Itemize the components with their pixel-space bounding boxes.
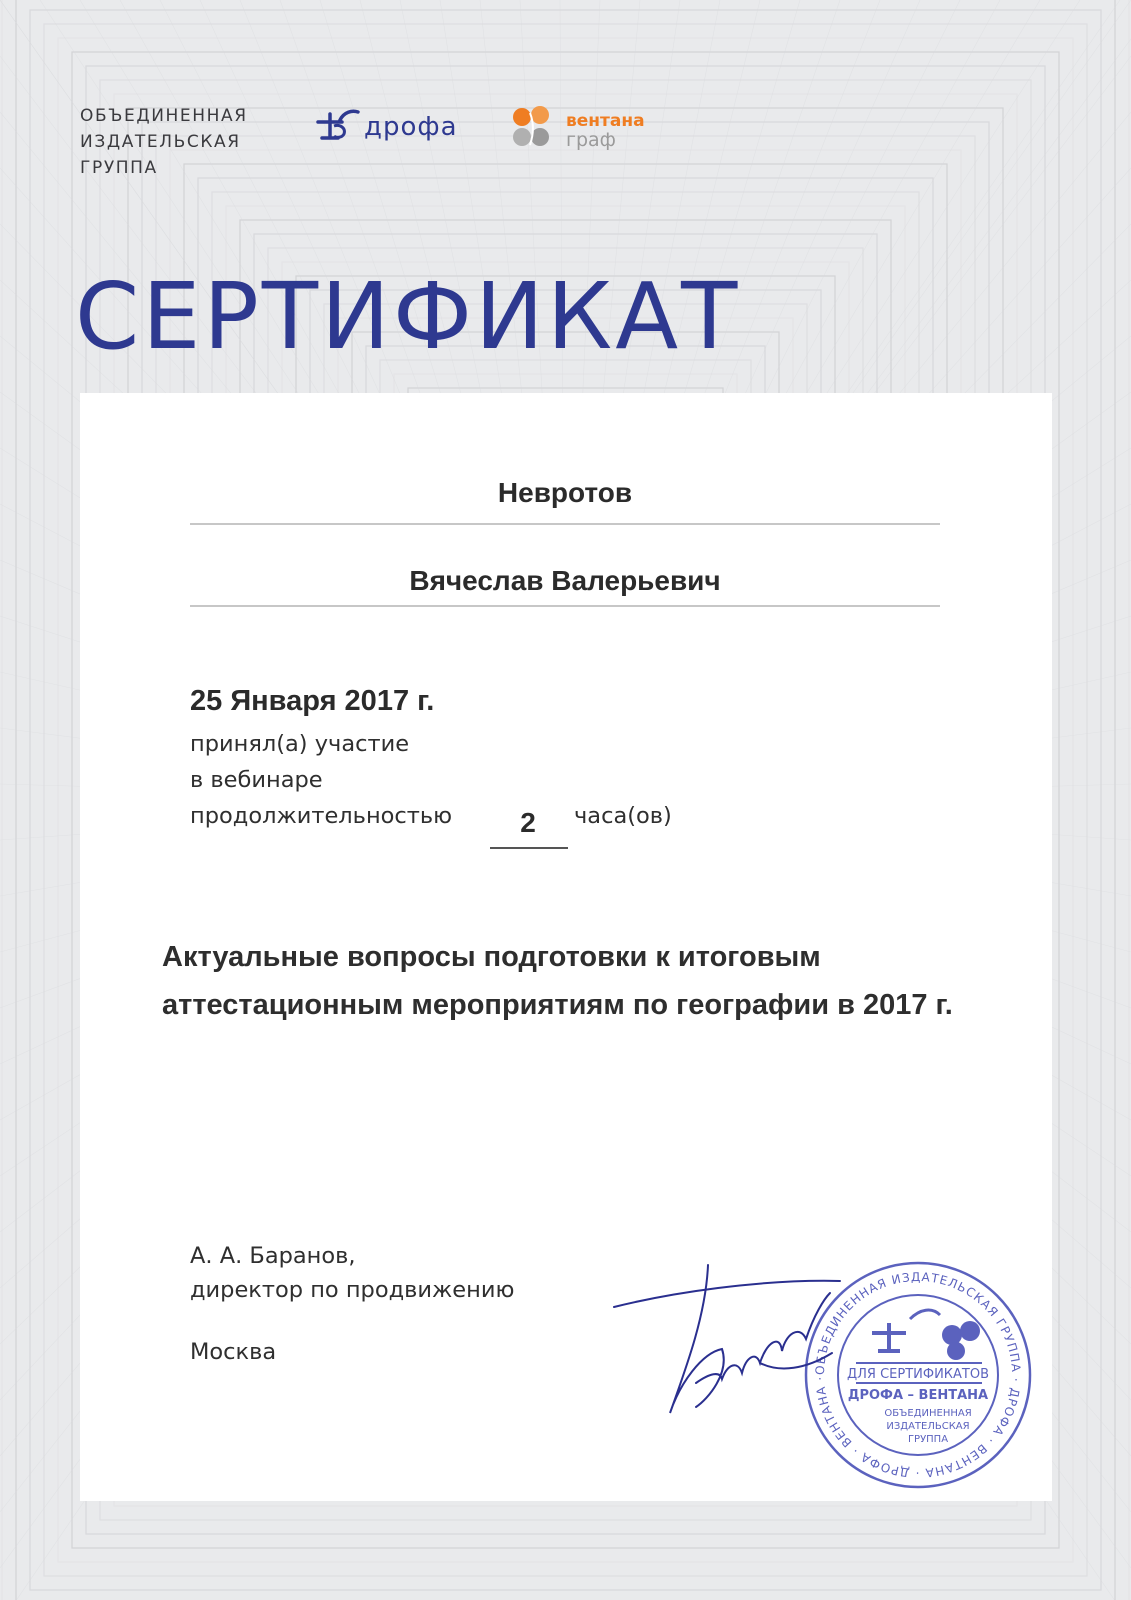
stamp-center-line5: ГРУППА: [907, 1434, 949, 1445]
publisher-name-line: ОБЪЕДИНЕННАЯ: [80, 106, 248, 126]
city: Москва: [190, 1339, 277, 1365]
signer-position: директор по продвижению: [190, 1277, 515, 1303]
drofa-logo-text: дрофа: [364, 112, 458, 142]
surname-underline: [190, 523, 940, 525]
ventana-logo-text: вентана: [566, 111, 645, 131]
stamp-icon: [806, 1263, 1030, 1487]
stamp-center-line4: ИЗДАТЕЛЬСКАЯ: [886, 1421, 970, 1432]
drofa-logo-icon: [312, 108, 362, 144]
webinar-topic: Актуальные вопросы подготовки к итоговым аттестационным мероприятиям по географии в 2017 г.: [162, 941, 953, 1021]
ventana-butterfly-icon: [512, 105, 560, 151]
stamp-center-line1: ДЛЯ СЕРТИФИКАТОВ: [846, 1367, 990, 1382]
signer-name: А. А. Баранов,: [190, 1243, 356, 1269]
duration-unit: часа(ов): [574, 803, 672, 829]
publisher-name-line: ГРУППА: [80, 158, 158, 178]
webinar-text: в вебинаре: [190, 767, 323, 793]
webinar-date: 25 Января 2017 г.: [190, 685, 435, 717]
recipient-surname: Невротов: [497, 477, 633, 508]
recipient-given-names: Вячеслав Валерьевич: [409, 565, 721, 596]
certificate-card: [80, 393, 1052, 1501]
publisher-name: [80, 103, 248, 181]
duration-label: продолжительностью: [190, 803, 453, 829]
duration-underline: [490, 847, 568, 849]
given-names-underline: [190, 605, 940, 607]
participation-text: принял(а) участие: [190, 731, 410, 757]
ventana-logo-subtext: граф: [566, 129, 616, 151]
stamp-ring-text: ОБЪЕДИНЕННАЯ ИЗДАТЕЛЬСКАЯ ГРУППА · ДРОФА · ВЕНТАНА · ДРОФА · ВЕНТАНА ·: [812, 1269, 1024, 1481]
publisher-name-line: ИЗДАТЕЛЬСКАЯ: [80, 132, 241, 152]
stamp-center-line2: ДРОФА – ВЕНТАНА: [847, 1388, 989, 1403]
certificate-title: СЕРТИФИКАТ: [75, 263, 741, 370]
stamp-and-signature: [610, 1223, 1050, 1493]
stamp-center-line3: ОБЪЕДИНЕННАЯ: [884, 1408, 972, 1419]
duration-value: 2: [520, 807, 536, 838]
